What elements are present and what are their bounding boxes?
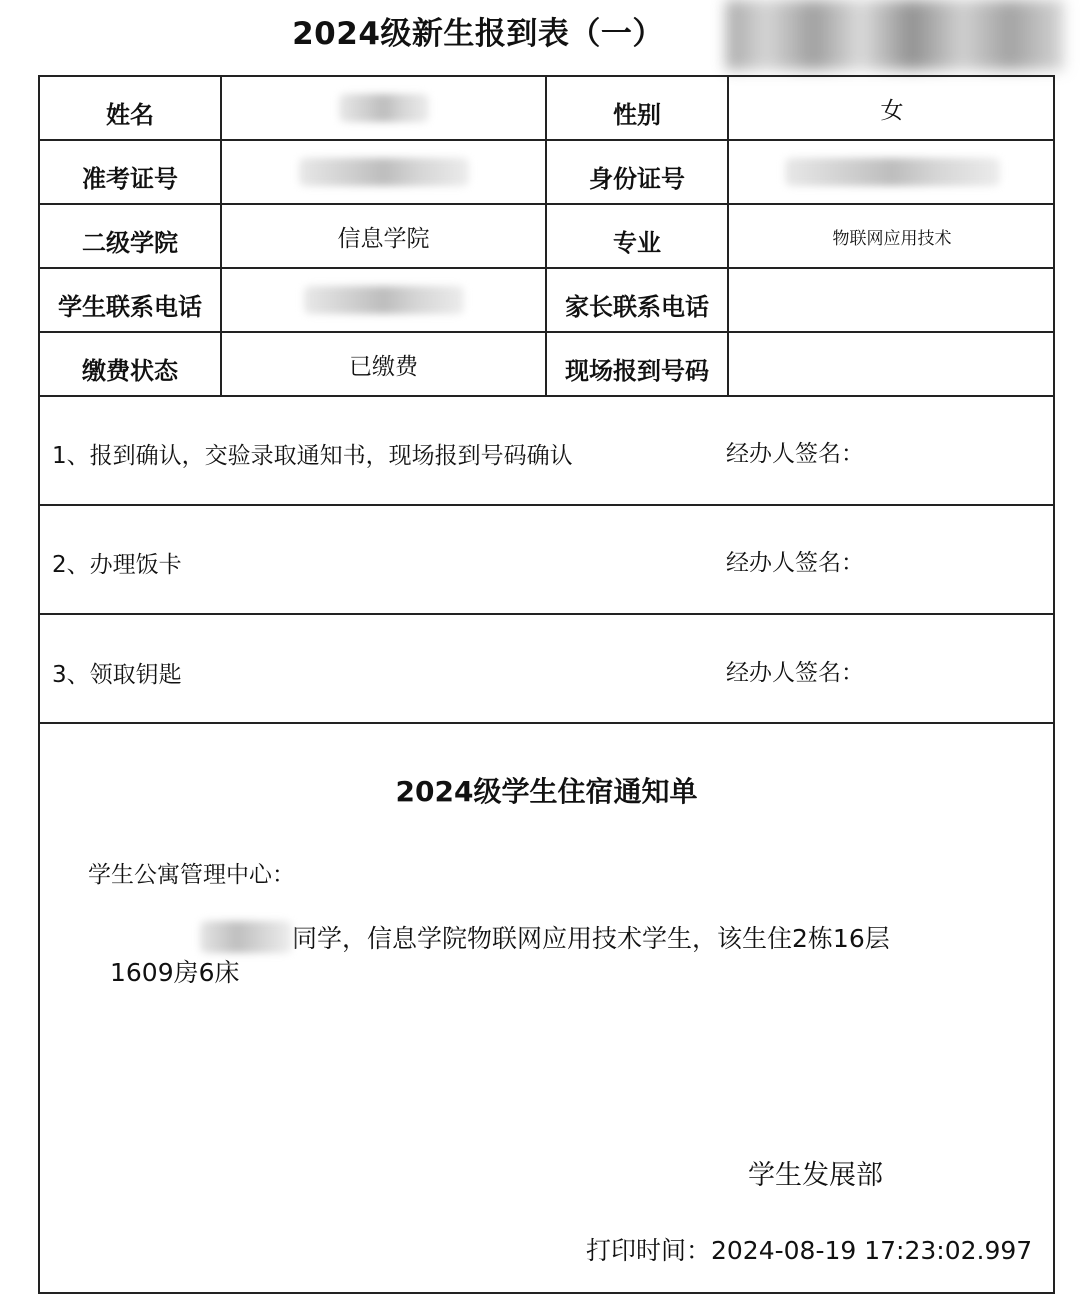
exam-number-label: 准考证号 (82, 164, 178, 193)
redacted-name (339, 94, 429, 122)
redacted-id-number (785, 158, 1000, 186)
major-value: 物联网应用技术 (832, 228, 952, 249)
row-divider (40, 504, 1053, 506)
gender-label: 性别 (613, 100, 661, 129)
step-registration-confirm: 1、报到确认，交验录取通知书，现场报到号码确认 (52, 443, 573, 469)
name-label: 姓名 (106, 100, 154, 129)
row-divider (40, 613, 1053, 615)
redacted-student-phone (304, 286, 464, 314)
major-label: 专业 (613, 228, 661, 257)
dorm-notice-line-1: 同学，信息学院物联网应用技术学生，该生住2栋16层 (292, 924, 890, 953)
id-number-value (729, 141, 1055, 203)
dorm-notice-body (110, 921, 1010, 990)
redacted-student-name (200, 921, 292, 953)
step-collect-keys: 3、领取钥匙 (52, 662, 182, 688)
college-value: 信息学院 (337, 225, 430, 252)
step-meal-card: 2、办理饭卡 (52, 552, 182, 578)
registration-form (38, 75, 1055, 1294)
name-value (222, 77, 545, 139)
issuing-department: 学生发展部 (748, 1160, 883, 1191)
gender-value: 女 (880, 97, 904, 124)
college-label: 二级学院 (82, 228, 178, 257)
dorm-notice-title: 2024级学生住宿通知单 (395, 775, 698, 808)
redacted-header-area (726, 0, 1064, 70)
print-timestamp: 打印时间：2024-08-19 17:23:02.997 (586, 1236, 1033, 1265)
id-number-label: 身份证号 (589, 164, 685, 193)
parent-phone-label: 家长联系电话 (565, 292, 709, 321)
dorm-notice-line-2: 1609房6床 (110, 958, 240, 987)
step-3-signature-label: 经办人签名： (726, 660, 864, 686)
payment-status-value: 已缴费 (349, 353, 418, 380)
onsite-number-label: 现场报到号码 (565, 356, 709, 385)
student-phone-label: 学生联系电话 (58, 292, 202, 321)
redacted-exam-number (299, 158, 469, 186)
step-1-signature-label: 经办人签名： (726, 441, 864, 467)
exam-number-value (222, 141, 545, 203)
student-phone-value (222, 269, 545, 331)
row-divider (40, 722, 1053, 724)
payment-status-label: 缴费状态 (82, 356, 178, 385)
step-2-signature-label: 经办人签名： (726, 550, 864, 576)
form-title: 2024级新生报到表（一） (292, 16, 664, 52)
dorm-notice-addressee: 学生公寓管理中心： (88, 862, 295, 888)
onsite-number-value (729, 333, 1055, 395)
parent-phone-value (729, 269, 1055, 331)
row-divider (40, 395, 1053, 397)
